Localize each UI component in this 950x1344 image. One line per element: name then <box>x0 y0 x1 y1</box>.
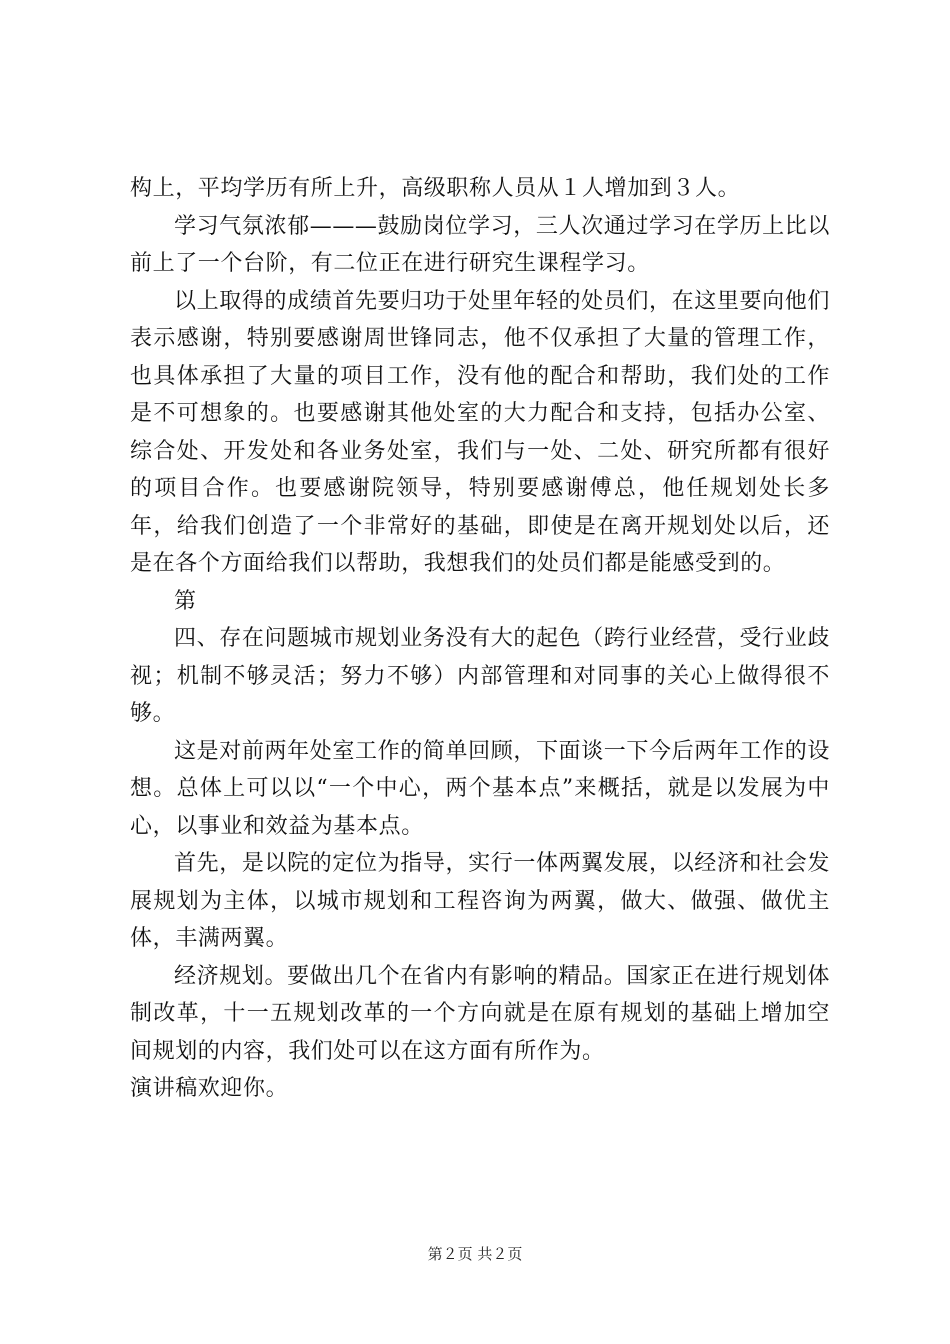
paragraph-5: 四、存在问题城市规划业务没有大的起色（跨行业经营，受行业歧视；机制不够灵活；努力不够）内部管理和对同事的关心上做得很不够。 <box>130 626 830 726</box>
page-footer: 第２页 共２页 <box>427 1245 523 1263</box>
paragraph-9: 演讲稿欢迎你。 <box>130 1076 289 1101</box>
paragraph-2: 学习气氛浓郁———鼓励岗位学习，三人次通过学习在学历上比以前上了一个台阶，有二位正在进行研究生课程学习。 <box>130 213 830 276</box>
document-body <box>130 170 830 1108</box>
paragraph-4: 第 <box>174 588 197 614</box>
paragraph-7: 首先，是以院的定位为指导，实行一体两翼发展，以经济和社会发展规划为主体，以城市规划和工程咨询为两翼，做大、做强、做优主体，丰满两翼。 <box>130 851 830 951</box>
paragraph-8: 经济规划。要做出几个在省内有影响的精品。国家正在进行规划体制改革，十一五规划改革的一个方向就是在原有规划的基础上增加空间规划的内容，我们处可以在这方面有所作为。 <box>130 963 830 1064</box>
paragraph-1: 构上，平均学历有所上升，高级职称人员从１人增加到３人。 <box>130 176 741 201</box>
paragraph-3: 以上取得的成绩首先要归功于处里年轻的处员们，在这里要向他们表示感谢，特别要感谢周世锋同志，他不仅承担了大量的管理工作，也具体承担了大量的项目工作，没有他的配合和帮助，我们处的工作是不可想象的。也要感谢其他处室的大力配合和支持，包括办公室、综合处、开发处和各业务处室，我们与一处、二处、研究所都有很好的项目合作。也要感谢院领导，特别要感谢傅总，他任规划处长多年，给我们创造了一个非常好的基础，即使是在离开规划处以后，还是在各个方面给我们以帮助，我想我们的处员们都是能感受到的。 <box>130 288 830 576</box>
paragraph-6: 这是对前两年处室工作的简单回顾，下面谈一下今后两年工作的设想。总体上可以以“一个中心，两个基本点”来概括，就是以发展为中心，以事业和效益为基本点。 <box>130 738 830 839</box>
